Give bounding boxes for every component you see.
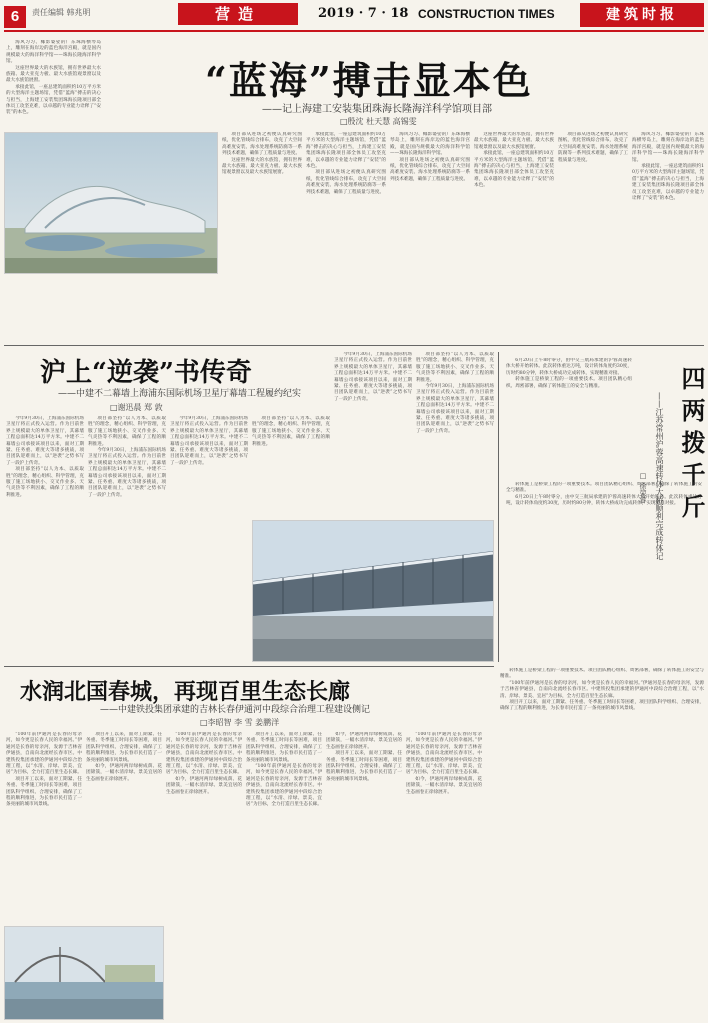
article4-body3-col5: 如今，伊通河两岸绿树成荫、花团锦簇，一幅水清岸绿、景美宜居的生态画卷正徐徐展开。 xyxy=(326,732,402,750)
article1-lead: 海风习习、椰影婆娑的广东珠海横琴岛上，雕刻在海岸边的蓝色海洋宫殿，就是国内规模最大的海洋科学馆——珠海长隆海洋科学馆。 xyxy=(6,40,101,65)
article1-para3-col3: 承接此馆，一座总建筑面积约10万平方米的大型海洋主题场馆，凭借“蓝海”搏击的决心与担当，上海建工安装集团珠海长隆项目部全体员工攻坚克难，以卓越的专业能力诠释了“安装”的本色。 xyxy=(306,132,386,170)
editors-credit: 责任编辑 韩兆明 xyxy=(32,8,91,17)
article4-body3-col3: 如今，伊通河两岸绿树成荫、花团锦簇，一幅水清岸绿、景美宜居的生态画卷正徐徐展开。 xyxy=(166,776,242,795)
article3-body: 6月20日上午8时零分，由中交三航局承建的沪蓉高速转体大桥开始转体。此次转体重达万吨，设计转体角度约30度，历时约80分钟，转体大桥成功完成转体，实现精准对接。 xyxy=(506,358,632,376)
river-park-image xyxy=(5,927,163,1019)
article2-body2-col2: 项目部坚持“以人为本、以质取胜”的理念，精心组织、科学管理，克服了施工场地狭小、交叉作业多、天气炎热等不利因素，确保了工程的顺利推进。 xyxy=(88,416,166,447)
article-divider-2 xyxy=(4,666,494,667)
article3-continuation: 转体施工是桥梁工程的一项重要技术。项目团队精心组织、周密部署，确保了转体施工的安全与精准。 xyxy=(500,668,704,680)
article2-body-col5: 今年9月30日，上海浦东国际机场卫星厅将正式投入运营。作为目前世界上规模最大的单体卫星厅，其幕墙工程总面积达14万平方米。中建不二幕墙公司承接该项目以来，面对工期紧、任务重、难度大等诸多挑战，项目团队迎难而上，以“逆袭”之势书写了一段沪上传奇。 xyxy=(334,352,412,402)
article2-subtitle: ——中建不二幕墙上海浦东国际机场卫星厅幕墙工程履约纪实 xyxy=(58,389,302,399)
article4-column-4 xyxy=(246,732,322,1017)
airport-terminal-photo xyxy=(252,520,494,662)
article4-body2-col4: 项目开工以来，面对工期紧、任务重、冬季施工时间长等困难，项目团队科学组织、合理安排，确保了工程的顺利推进，为长春市民打造了一条亮丽的城市风景线。 xyxy=(246,732,322,763)
article4-body3-col6: 如今，伊通河两岸绿树成荫、花团锦簇，一幅水清岸绿、景美宜居的生态画卷正徐徐展开。 xyxy=(406,776,482,795)
article-continuation-column xyxy=(500,668,704,1018)
article1-para3: 承接此馆，一座总建筑面积约10万平方米的大型海洋主题场馆，凭借“蓝海”搏击的决心与担当，上海建工安装集团珠海长隆项目部全体员工攻坚克难，以卓越的专业能力诠释了“安装”的本色。 xyxy=(6,84,101,116)
article1-para4: 项目部从进场之初便认真研究图纸，优化管线综合排布，攻克了大空间高难度安装、海水处理系统防腐等一系列技术难题，确保了工程质量与进度。 xyxy=(222,132,302,157)
airport-terminal-image xyxy=(253,521,493,661)
article4-body2-col2: 项目开工以来，面对工期紧、任务重、冬季施工时间长等困难，项目团队科学组织、合理安排，确保了工程的顺利推进，为长春市民打造了一条亮丽的城市风景线。 xyxy=(86,732,162,763)
article2-title: 沪上“逆袭”书传奇 xyxy=(40,358,252,388)
page-number: 6 xyxy=(4,6,26,28)
article3-title: 四两拨千斤 xyxy=(677,366,706,526)
article1-para4-col3: 项目部从进场之初便认真研究图纸，优化管线综合排布，攻克了大空间高难度安装、海水处理系统防腐等一系列技术难题，确保了工程质量与进度。 xyxy=(306,170,386,195)
article1-para3-col5: 承接此馆，一座总建筑面积约10万平方米的大型海洋主题场馆，凭借“蓝海”搏击的决心与担当，上海建工安装集团珠海长隆项目部全体员工攻坚克难，以卓越的专业能力诠释了“安装”的本色。 xyxy=(474,151,554,189)
article2-column-5 xyxy=(334,352,412,517)
article1-byline: □殷沈 杜天慧 高锡雯 xyxy=(340,117,417,126)
article2-body2: 项目部坚持“以人为本、以质取胜”的理念，精心组织、科学管理，克服了施工场地狭小、交叉作业多、天气炎热等不利因素，确保了工程的顺利推进。 xyxy=(6,467,84,498)
header-divider xyxy=(4,30,704,32)
article3-byline: □ 徐荣睿 xyxy=(639,472,647,504)
article4-column-3 xyxy=(166,732,242,1017)
article1-body-col5: 这座世界最大的水族馆，拥有世界最大水族箱、最大亚克力板、最大水族馆观景窗以及最大水族馆展窗。 xyxy=(474,132,554,150)
article2-column-4 xyxy=(252,416,330,516)
article3-subtitle: ——江苏常州沪蓉高速转体大桥顺利完成转体记 xyxy=(655,392,664,560)
article4-subtitle: ——中建铁投集团承建的吉林长春伊通河中段综合治理工程建设侧记 xyxy=(100,705,371,715)
article1-subtitle: ——记上海建工安装集团珠海长隆海洋科学馆项目部 xyxy=(262,104,492,115)
issue-date: 2019 · 7 · 18 xyxy=(318,6,409,21)
article1-lead-col4: 海风习习、椰影婆娑的广东珠海横琴岛上，雕刻在海岸边的蓝色海洋宫殿，就是国内规模最大的海洋科学馆——珠海长隆海洋科学馆。 xyxy=(390,132,470,157)
river-park-photo xyxy=(4,926,164,1020)
article1-body-repeat: 这座世界最大的水族馆，拥有世界最大水族箱、最大亚克力板、最大水族馆观景窗以及最大水族馆展窗。 xyxy=(222,157,302,176)
paper-name: CONSTRUCTION TIMES xyxy=(418,7,555,21)
article3-column-1 xyxy=(506,358,632,478)
article2-body2-col4: 项目部坚持“以人为本、以质取胜”的理念，精心组织、科学管理，克服了施工场地狭小、交叉作业多、天气炎热等不利因素，确保了工程的顺利推进。 xyxy=(252,416,330,447)
article4-body3: 如今，伊通河两岸绿树成荫、花团锦簇，一幅水清岸绿、景美宜居的生态画卷正徐徐展开。 xyxy=(86,764,162,782)
ocean-museum-photo xyxy=(4,132,218,274)
article4-continuation-2: 项目开工以来，面对工期紧、任务重、冬季施工时间长等困难，项目团队科学组织、合理安排，确保了工程的顺利推进，为长春市民打造了一条亮丽的城市风景线。 xyxy=(500,700,704,712)
article4-title: 水润北国春城，再现百里生态长廊 xyxy=(20,679,351,705)
page-header xyxy=(0,0,708,34)
article3-left-rule xyxy=(498,352,499,662)
article2-column-6 xyxy=(416,352,494,517)
article2-column-3 xyxy=(170,416,248,666)
article-divider-1 xyxy=(4,345,704,346)
article1-column-4 xyxy=(390,132,470,342)
article2-body: 今年9月30日，上海浦东国际机场卫星厅将正式投入运营。作为目前世界上规模最大的单体卫星厅，其幕墙工程总面积达14万平方米。中建不二幕墙公司承接该项目以来，面对工期紧、任务重、难度大等诸多挑战，项目团队迎难而上，以“逆袭”之势书写了一段沪上传奇。 xyxy=(6,416,84,466)
article4-body: “100年前伊通河是长春的母亲河，如今更是长春人民的幸福河。”伊通河是长春的母亲河，发源于吉林省伊通县，自南向北流经长春市区。中建铁投集团承建的伊通河中段综合治理工程，以“水清、岸绿、景美、宜居”为目标，全力打造百里生态长廊。 xyxy=(6,732,82,776)
article2-column-1 xyxy=(6,416,84,666)
article4-continuation: “100年前伊通河是长春的母亲河，如今更是长春人民的幸福河。”伊通河是长春的母亲河，发源于吉林省伊通县，自南向北流经长春市区。中建铁投集团承建的伊通河中段综合治理工程，以“水清、岸绿、景美、宜居”为目标，全力打造百里生态长廊。 xyxy=(500,680,704,699)
article1-para4-col4: 项目部从进场之初便认真研究图纸，优化管线综合排布，攻克了大空间高难度安装、海水处理系统防腐等一系列技术难题，确保了工程质量与进度。 xyxy=(390,157,470,182)
article4-body2-col5: 项目开工以来，面对工期紧、任务重、冬季施工时间长等困难，项目团队科学组织、合理安排，确保了工程的顺利推进，为长春市民打造了一条亮丽的城市风景线。 xyxy=(326,751,402,782)
article1-column-2 xyxy=(222,132,302,342)
article1-column-5 xyxy=(474,132,554,342)
article1-title: “蓝海”搏击显本色 xyxy=(205,58,533,103)
article1-column-3 xyxy=(306,132,386,342)
article4-column-1 xyxy=(6,732,82,922)
article1-column-6 xyxy=(558,132,628,342)
article4-body-col3: “100年前伊通河是长春的母亲河，如今更是长春人民的幸福河。”伊通河是长春的母亲河，发源于吉林省伊通县，自南向北流经长春市区。中建铁投集团承建的伊通河中段综合治理工程，以“水清、岸绿、景美、宜居”为目标，全力打造百里生态长廊。 xyxy=(166,732,242,776)
article1-para3-col7: 承接此馆，一座总建筑面积约10万平方米的大型海洋主题场馆，凭借“蓝海”搏击的决心与担当，上海建工安装集团珠海长隆项目部全体员工攻坚克难，以卓越的专业能力诠释了“安装”的本色。 xyxy=(632,164,704,202)
article4-body-col6: “100年前伊通河是长春的母亲河，如今更是长春人民的幸福河。”伊通河是长春的母亲河，发源于吉林省伊通县，自南向北流经长春市区。中建铁投集团承建的伊通河中段综合治理工程，以“水清、岸绿、景美、宜居”为目标，全力打造百里生态长廊。 xyxy=(406,732,482,776)
article4-body2: 项目开工以来，面对工期紧、任务重、冬季施工时间长等困难，项目团队科学组织、合理安排，确保了工程的顺利推进，为长春市民打造了一条亮丽的城市风景线。 xyxy=(6,776,82,808)
article4-byline: □李昭智 李 雪 姜鹏洋 xyxy=(200,718,280,727)
article1-para4-col6: 项目部从进场之初便认真研究图纸，优化管线综合排布，攻克了大空间高难度安装、海水处理系统防腐等一系列技术难题，确保了工程质量与进度。 xyxy=(558,132,628,163)
article2-body-col3: 今年9月30日，上海浦东国际机场卫星厅将正式投入运营。作为目前世界上规模最大的单体卫星厅，其幕墙工程总面积达14万平方米。中建不二幕墙公司承接该项目以来，面对工期紧、任务重、难度大等诸多挑战，项目团队迎难而上，以“逆袭”之势书写了一段沪上传奇。 xyxy=(170,416,248,466)
article2-byline: □谢迅晨 郑 敦 xyxy=(110,403,163,412)
article1-body: 这座世界最大的水族馆，拥有世界最大水族箱、最大亚克力板、最大水族馆观景窗以及最大水族馆展窗。 xyxy=(6,65,101,84)
article2-body-col2: 今年9月30日，上海浦东国际机场卫星厅将正式投入运营。作为目前世界上规模最大的单体卫星厅，其幕墙工程总面积达14万平方米。中建不二幕墙公司承接该项目以来，面对工期紧、任务重、难度大等诸多挑战，项目团队迎难而上，以“逆袭”之势书写了一段沪上传奇。 xyxy=(88,448,166,498)
article2-body-col6: 今年9月30日，上海浦东国际机场卫星厅将正式投入运营。作为目前世界上规模最大的单体卫星厅，其幕墙工程总面积达14万平方米。中建不二幕墙公司承接该项目以来，面对工期紧、任务重、难度大等诸多挑战，项目团队迎难而上，以“逆袭”之势书写了一段沪上传奇。 xyxy=(416,384,494,434)
article2-body2-col6: 项目部坚持“以人为本、以质取胜”的理念，精心组织、科学管理，克服了施工场地狭小、交叉作业多、天气炎热等不利因素，确保了工程的顺利推进。 xyxy=(416,352,494,383)
article3-body2: 转体施工是桥梁工程的一项重要技术。项目团队精心组织、周密部署，确保了转体施工的安全与精准。 xyxy=(506,377,632,389)
paper-logo: 建筑时报 xyxy=(580,3,704,27)
article3-body-col2: 6月20日上午8时零分，由中交三航局承建的沪蓉高速转体大桥开始转体。此次转体重达万吨，设计转体角度约30度，历时约80分钟，转体大桥成功完成转体，实现精准对接。 xyxy=(506,494,702,507)
section-title: 营造 xyxy=(178,3,298,25)
article4-column-6 xyxy=(406,732,482,1017)
article1-column-7 xyxy=(632,132,704,342)
article1-lead-col7: 海风习习、椰影婆娑的广东珠海横琴岛上，雕刻在海岸边的蓝色海洋宫殿，就是国内规模最大的海洋科学馆——珠海长隆海洋科学馆。 xyxy=(632,132,704,163)
ocean-museum-rendering xyxy=(5,133,217,273)
article3-body2-col2: 转体施工是桥梁工程的一项重要技术。项目团队精心组织、周密部署，确保了转体施工的安全与精准。 xyxy=(506,482,702,494)
article3-column-2 xyxy=(506,482,702,658)
article4-column-2 xyxy=(86,732,162,922)
article2-column-2 xyxy=(88,416,166,666)
article3 xyxy=(498,352,704,662)
article4-body-col4: “100年前伊通河是长春的母亲河，如今更是长春人民的幸福河。”伊通河是长春的母亲河，发源于吉林省伊通县，自南向北流经长春市区。中建铁投集团承建的伊通河中段综合治理工程，以“水清、岸绿、景美、宜居”为目标，全力打造百里生态长廊。 xyxy=(246,764,322,808)
article4-column-5 xyxy=(326,732,402,1017)
